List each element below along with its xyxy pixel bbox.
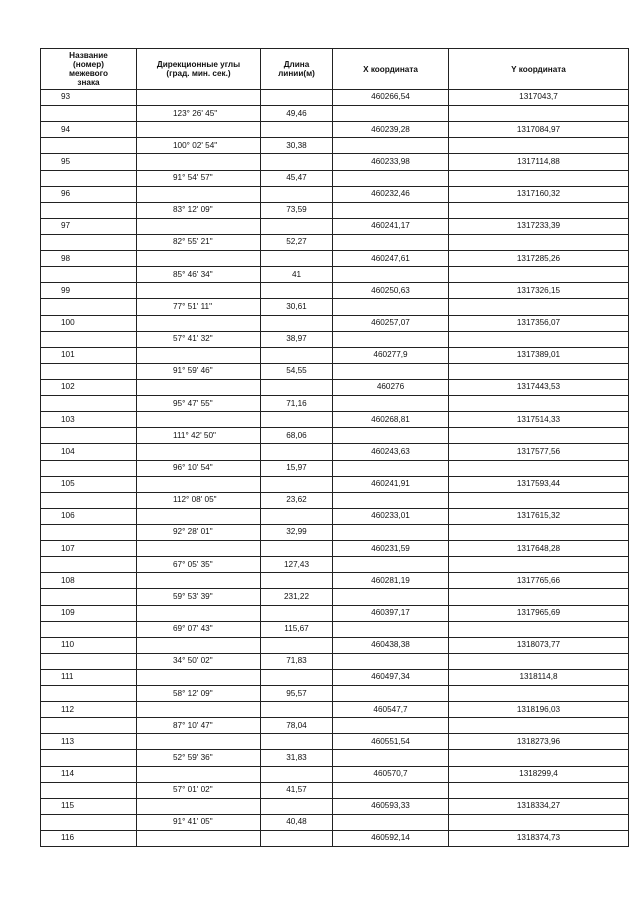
marker-name-cell: 107 <box>41 541 137 557</box>
bearing-angle-cell <box>137 734 261 750</box>
x-coordinate-cell <box>333 782 449 798</box>
marker-name-cell: 97 <box>41 218 137 234</box>
table-row-segment <box>41 299 629 315</box>
x-coordinate-cell <box>333 460 449 476</box>
table-row-point <box>41 347 629 363</box>
bearing-angle-cell: 87° 10' 47" <box>137 718 261 734</box>
line-length-cell <box>261 186 333 202</box>
table-row-point <box>41 218 629 234</box>
y-coordinate-cell: 1317389,01 <box>449 347 629 363</box>
y-coordinate-cell <box>449 106 629 122</box>
table-row-segment <box>41 138 629 154</box>
table-row-point <box>41 476 629 492</box>
y-coordinate-cell <box>449 782 629 798</box>
table-row-point <box>41 541 629 557</box>
marker-name-cell <box>41 718 137 734</box>
table-row-point <box>41 766 629 782</box>
bearing-angle-cell <box>137 702 261 718</box>
marker-name-cell <box>41 170 137 186</box>
y-coordinate-cell <box>449 524 629 540</box>
table-row-segment <box>41 589 629 605</box>
x-coordinate-cell <box>333 234 449 250</box>
marker-name-cell: 102 <box>41 379 137 395</box>
line-length-cell <box>261 379 333 395</box>
x-coordinate-cell <box>333 524 449 540</box>
bearing-angle-cell: 67° 05' 35" <box>137 557 261 573</box>
line-length-cell: 32,99 <box>261 524 333 540</box>
x-coordinate-cell: 460281,19 <box>333 573 449 589</box>
marker-name-cell: 112 <box>41 702 137 718</box>
line-length-cell <box>261 766 333 782</box>
x-coordinate-cell <box>333 267 449 283</box>
marker-name-cell: 109 <box>41 605 137 621</box>
bearing-angle-cell: 92° 28' 01" <box>137 524 261 540</box>
bearing-angle-cell <box>137 347 261 363</box>
y-coordinate-cell: 1317765,66 <box>449 573 629 589</box>
table-row-point <box>41 315 629 331</box>
bearing-angle-cell: 112° 08' 05" <box>137 492 261 508</box>
y-coordinate-cell: 1317326,15 <box>449 283 629 299</box>
marker-name-cell: 116 <box>41 831 137 847</box>
header-line-length: Длина линии(м) <box>261 49 333 90</box>
y-coordinate-cell <box>449 557 629 573</box>
y-coordinate-cell: 1317443,53 <box>449 379 629 395</box>
x-coordinate-cell <box>333 170 449 186</box>
table-row-point <box>41 573 629 589</box>
bearing-angle-cell <box>137 508 261 524</box>
x-coordinate-cell <box>333 557 449 573</box>
line-length-cell <box>261 90 333 106</box>
table-row-point <box>41 251 629 267</box>
line-length-cell <box>261 702 333 718</box>
marker-name-cell <box>41 492 137 508</box>
x-coordinate-cell: 460241,91 <box>333 476 449 492</box>
marker-name-cell <box>41 782 137 798</box>
marker-name-cell: 100 <box>41 315 137 331</box>
header-x-coordinate: X координата <box>333 49 449 90</box>
table-row-segment <box>41 718 629 734</box>
y-coordinate-cell: 1318273,96 <box>449 734 629 750</box>
bearing-angle-cell <box>137 637 261 653</box>
y-coordinate-cell <box>449 363 629 379</box>
line-length-cell: 49,46 <box>261 106 333 122</box>
x-coordinate-cell <box>333 428 449 444</box>
table-row-point <box>41 283 629 299</box>
x-coordinate-cell: 460239,28 <box>333 122 449 138</box>
y-coordinate-cell: 1317114,88 <box>449 154 629 170</box>
marker-name-cell <box>41 621 137 637</box>
table-row-segment <box>41 331 629 347</box>
y-coordinate-cell: 1318334,27 <box>449 798 629 814</box>
table-row-point <box>41 605 629 621</box>
x-coordinate-cell: 460276 <box>333 379 449 395</box>
x-coordinate-cell: 460233,01 <box>333 508 449 524</box>
line-length-cell: 68,06 <box>261 428 333 444</box>
y-coordinate-cell: 1317043,7 <box>449 90 629 106</box>
marker-name-cell: 113 <box>41 734 137 750</box>
table-row-segment <box>41 267 629 283</box>
bearing-angle-cell: 34° 50' 02" <box>137 653 261 669</box>
line-length-cell <box>261 315 333 331</box>
header-bearing-angles: Дирекционные углы (град. мин. сек.) <box>137 49 261 90</box>
table-row-point <box>41 702 629 718</box>
table-row-segment <box>41 686 629 702</box>
marker-name-cell: 101 <box>41 347 137 363</box>
y-coordinate-cell <box>449 202 629 218</box>
line-length-cell: 73,59 <box>261 202 333 218</box>
bearing-angle-cell: 95° 47' 55" <box>137 396 261 412</box>
y-coordinate-cell <box>449 814 629 830</box>
x-coordinate-cell: 460241,17 <box>333 218 449 234</box>
bearing-angle-cell: 82° 55' 21" <box>137 234 261 250</box>
bearing-angle-cell <box>137 315 261 331</box>
x-coordinate-cell: 460592,14 <box>333 831 449 847</box>
bearing-angle-cell <box>137 444 261 460</box>
line-length-cell: 54,55 <box>261 363 333 379</box>
line-length-cell: 15,97 <box>261 460 333 476</box>
table-row-segment <box>41 524 629 540</box>
y-coordinate-cell <box>449 460 629 476</box>
x-coordinate-cell: 460250,63 <box>333 283 449 299</box>
marker-name-cell: 105 <box>41 476 137 492</box>
table-row-segment <box>41 782 629 798</box>
y-coordinate-cell <box>449 428 629 444</box>
bearing-angle-cell <box>137 605 261 621</box>
x-coordinate-cell <box>333 396 449 412</box>
bearing-angle-cell: 52° 59' 36" <box>137 750 261 766</box>
marker-name-cell <box>41 557 137 573</box>
marker-name-cell: 103 <box>41 412 137 428</box>
marker-name-cell: 93 <box>41 90 137 106</box>
table-row-point <box>41 154 629 170</box>
y-coordinate-cell <box>449 234 629 250</box>
marker-name-cell: 106 <box>41 508 137 524</box>
line-length-cell <box>261 122 333 138</box>
table-row-point <box>41 122 629 138</box>
x-coordinate-cell: 460551,54 <box>333 734 449 750</box>
y-coordinate-cell <box>449 331 629 347</box>
x-coordinate-cell: 460593,33 <box>333 798 449 814</box>
bearing-angle-cell <box>137 541 261 557</box>
marker-name-cell: 108 <box>41 573 137 589</box>
bearing-angle-cell <box>137 766 261 782</box>
line-length-cell: 52,27 <box>261 234 333 250</box>
marker-name-cell <box>41 138 137 154</box>
y-coordinate-cell <box>449 686 629 702</box>
bearing-angle-cell <box>137 412 261 428</box>
bearing-angle-cell <box>137 90 261 106</box>
bearing-angle-cell: 57° 01' 02" <box>137 782 261 798</box>
y-coordinate-cell: 1317593,44 <box>449 476 629 492</box>
line-length-cell: 31,83 <box>261 750 333 766</box>
x-coordinate-cell <box>333 299 449 315</box>
y-coordinate-cell <box>449 589 629 605</box>
line-length-cell <box>261 734 333 750</box>
y-coordinate-cell <box>449 621 629 637</box>
x-coordinate-cell: 460397,17 <box>333 605 449 621</box>
x-coordinate-cell: 460257,07 <box>333 315 449 331</box>
marker-name-cell <box>41 299 137 315</box>
marker-name-cell: 111 <box>41 669 137 685</box>
x-coordinate-cell <box>333 363 449 379</box>
line-length-cell: 115,67 <box>261 621 333 637</box>
table-row-segment <box>41 170 629 186</box>
x-coordinate-cell <box>333 750 449 766</box>
marker-name-cell: 99 <box>41 283 137 299</box>
x-coordinate-cell: 460247,61 <box>333 251 449 267</box>
y-coordinate-cell <box>449 750 629 766</box>
table-body <box>41 90 629 847</box>
x-coordinate-cell: 460497,34 <box>333 669 449 685</box>
x-coordinate-cell <box>333 653 449 669</box>
marker-name-cell: 95 <box>41 154 137 170</box>
line-length-cell <box>261 573 333 589</box>
line-length-cell <box>261 541 333 557</box>
line-length-cell <box>261 218 333 234</box>
line-length-cell: 30,61 <box>261 299 333 315</box>
x-coordinate-cell <box>333 106 449 122</box>
x-coordinate-cell: 460243,63 <box>333 444 449 460</box>
table-row-point <box>41 444 629 460</box>
header-row <box>41 49 629 90</box>
x-coordinate-cell: 460266,54 <box>333 90 449 106</box>
table-row-point <box>41 412 629 428</box>
marker-name-cell <box>41 460 137 476</box>
x-coordinate-cell: 460232,46 <box>333 186 449 202</box>
table-row-segment <box>41 396 629 412</box>
line-length-cell: 41 <box>261 267 333 283</box>
x-coordinate-cell <box>333 621 449 637</box>
y-coordinate-cell: 1318073,77 <box>449 637 629 653</box>
y-coordinate-cell: 1318196,03 <box>449 702 629 718</box>
line-length-cell: 30,38 <box>261 138 333 154</box>
bearing-angle-cell: 57° 41' 32" <box>137 331 261 347</box>
line-length-cell: 38,97 <box>261 331 333 347</box>
line-length-cell <box>261 605 333 621</box>
line-length-cell <box>261 283 333 299</box>
bearing-angle-cell <box>137 476 261 492</box>
table-row-segment <box>41 234 629 250</box>
marker-name-cell <box>41 331 137 347</box>
table-row-point <box>41 831 629 847</box>
marker-name-cell <box>41 267 137 283</box>
bearing-angle-cell: 58° 12' 09" <box>137 686 261 702</box>
marker-name-cell <box>41 750 137 766</box>
y-coordinate-cell: 1318299,4 <box>449 766 629 782</box>
marker-name-cell: 114 <box>41 766 137 782</box>
table-row-point <box>41 186 629 202</box>
bearing-angle-cell <box>137 251 261 267</box>
table-row-segment <box>41 653 629 669</box>
bearing-angle-cell <box>137 218 261 234</box>
table-row-segment <box>41 460 629 476</box>
y-coordinate-cell: 1317648,28 <box>449 541 629 557</box>
table-row-segment <box>41 492 629 508</box>
y-coordinate-cell <box>449 170 629 186</box>
table-row-segment <box>41 814 629 830</box>
line-length-cell: 95,57 <box>261 686 333 702</box>
line-length-cell <box>261 154 333 170</box>
table-row-point <box>41 734 629 750</box>
y-coordinate-cell <box>449 492 629 508</box>
line-length-cell <box>261 251 333 267</box>
y-coordinate-cell: 1317233,39 <box>449 218 629 234</box>
marker-name-cell: 110 <box>41 637 137 653</box>
y-coordinate-cell <box>449 299 629 315</box>
y-coordinate-cell: 1317615,32 <box>449 508 629 524</box>
line-length-cell <box>261 444 333 460</box>
header-y-coordinate: Y координата <box>449 49 629 90</box>
bearing-angle-cell: 91° 41' 05" <box>137 814 261 830</box>
marker-name-cell: 94 <box>41 122 137 138</box>
y-coordinate-cell <box>449 267 629 283</box>
table-row-segment <box>41 202 629 218</box>
y-coordinate-cell: 1317084,97 <box>449 122 629 138</box>
x-coordinate-cell <box>333 814 449 830</box>
line-length-cell: 71,16 <box>261 396 333 412</box>
x-coordinate-cell: 460231,59 <box>333 541 449 557</box>
marker-name-cell <box>41 686 137 702</box>
bearing-angle-cell <box>137 669 261 685</box>
marker-name-cell: 98 <box>41 251 137 267</box>
bearing-angle-cell: 83° 12' 09" <box>137 202 261 218</box>
x-coordinate-cell: 460277,9 <box>333 347 449 363</box>
boundary-coordinates-sheet <box>40 48 628 847</box>
marker-name-cell <box>41 396 137 412</box>
x-coordinate-cell <box>333 492 449 508</box>
y-coordinate-cell: 1317514,33 <box>449 412 629 428</box>
bearing-angle-cell: 69° 07' 43" <box>137 621 261 637</box>
line-length-cell <box>261 669 333 685</box>
marker-name-cell <box>41 234 137 250</box>
bearing-angle-cell: 96° 10' 54" <box>137 460 261 476</box>
bearing-angle-cell: 85° 46' 34" <box>137 267 261 283</box>
bearing-angle-cell: 111° 42' 50" <box>137 428 261 444</box>
line-length-cell: 78,04 <box>261 718 333 734</box>
table-row-point <box>41 90 629 106</box>
line-length-cell: 45,47 <box>261 170 333 186</box>
bearing-angle-cell <box>137 573 261 589</box>
line-length-cell <box>261 831 333 847</box>
line-length-cell: 23,62 <box>261 492 333 508</box>
x-coordinate-cell <box>333 686 449 702</box>
table-row-segment <box>41 750 629 766</box>
x-coordinate-cell: 460438,38 <box>333 637 449 653</box>
y-coordinate-cell <box>449 138 629 154</box>
y-coordinate-cell: 1317577,56 <box>449 444 629 460</box>
line-length-cell: 41,57 <box>261 782 333 798</box>
y-coordinate-cell: 1317285,26 <box>449 251 629 267</box>
bearing-angle-cell <box>137 186 261 202</box>
y-coordinate-cell: 1317965,69 <box>449 605 629 621</box>
coordinates-table <box>40 48 629 847</box>
x-coordinate-cell <box>333 138 449 154</box>
bearing-angle-cell <box>137 122 261 138</box>
table-row-point <box>41 508 629 524</box>
line-length-cell: 71,83 <box>261 653 333 669</box>
marker-name-cell <box>41 202 137 218</box>
bearing-angle-cell <box>137 798 261 814</box>
line-length-cell <box>261 412 333 428</box>
table-row-point <box>41 379 629 395</box>
bearing-angle-cell: 123° 26' 45" <box>137 106 261 122</box>
y-coordinate-cell <box>449 653 629 669</box>
marker-name-cell: 96 <box>41 186 137 202</box>
y-coordinate-cell: 1318114,8 <box>449 669 629 685</box>
y-coordinate-cell: 1317356,07 <box>449 315 629 331</box>
line-length-cell <box>261 508 333 524</box>
table-row-segment <box>41 621 629 637</box>
y-coordinate-cell: 1317160,32 <box>449 186 629 202</box>
table-row-point <box>41 637 629 653</box>
line-length-cell: 127,43 <box>261 557 333 573</box>
bearing-angle-cell: 100° 02' 54" <box>137 138 261 154</box>
table-row-point <box>41 669 629 685</box>
bearing-angle-cell <box>137 154 261 170</box>
y-coordinate-cell: 1318374,73 <box>449 831 629 847</box>
y-coordinate-cell <box>449 396 629 412</box>
marker-name-cell: 104 <box>41 444 137 460</box>
marker-name-cell <box>41 428 137 444</box>
x-coordinate-cell: 460268,81 <box>333 412 449 428</box>
marker-name-cell <box>41 106 137 122</box>
x-coordinate-cell: 460570,7 <box>333 766 449 782</box>
x-coordinate-cell <box>333 331 449 347</box>
bearing-angle-cell: 91° 59' 46" <box>137 363 261 379</box>
marker-name-cell <box>41 363 137 379</box>
bearing-angle-cell <box>137 379 261 395</box>
bearing-angle-cell <box>137 831 261 847</box>
marker-name-cell <box>41 524 137 540</box>
marker-name-cell: 115 <box>41 798 137 814</box>
table-row-segment <box>41 557 629 573</box>
marker-name-cell <box>41 653 137 669</box>
y-coordinate-cell <box>449 718 629 734</box>
x-coordinate-cell: 460547,7 <box>333 702 449 718</box>
line-length-cell <box>261 476 333 492</box>
x-coordinate-cell <box>333 202 449 218</box>
line-length-cell: 40,48 <box>261 814 333 830</box>
marker-name-cell <box>41 814 137 830</box>
table-row-segment <box>41 363 629 379</box>
bearing-angle-cell: 77° 51' 11" <box>137 299 261 315</box>
header-marker-name: Название (номер) межевого знака <box>41 49 137 90</box>
table-row-segment <box>41 106 629 122</box>
line-length-cell <box>261 347 333 363</box>
bearing-angle-cell <box>137 283 261 299</box>
x-coordinate-cell <box>333 589 449 605</box>
marker-name-cell <box>41 589 137 605</box>
bearing-angle-cell: 91° 54' 57" <box>137 170 261 186</box>
line-length-cell: 231,22 <box>261 589 333 605</box>
table-row-point <box>41 798 629 814</box>
line-length-cell <box>261 637 333 653</box>
x-coordinate-cell <box>333 718 449 734</box>
x-coordinate-cell: 460233,98 <box>333 154 449 170</box>
bearing-angle-cell: 59° 53' 39" <box>137 589 261 605</box>
table-row-segment <box>41 428 629 444</box>
line-length-cell <box>261 798 333 814</box>
